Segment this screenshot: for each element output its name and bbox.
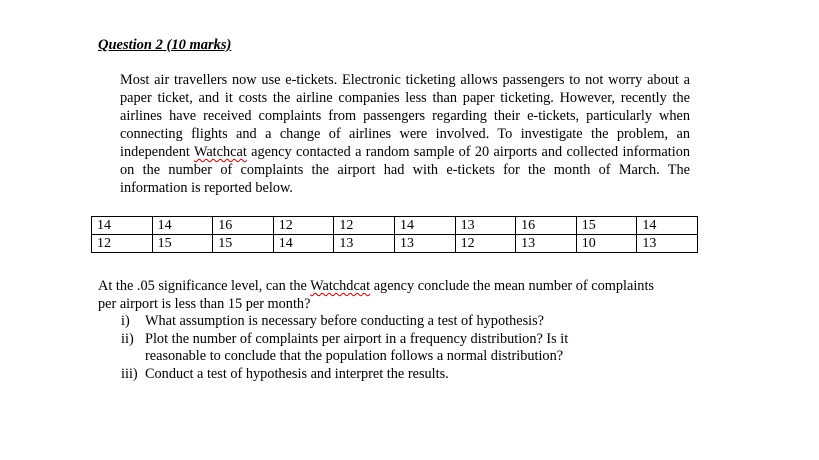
table-cell: 15 <box>152 235 213 253</box>
table-row <box>92 217 698 235</box>
question-text-end: agency conclude the mean number of complaints per airport is less than 15 per month? <box>98 278 654 312</box>
table-cell: 12 <box>273 217 334 235</box>
subquestion-number: i) <box>121 313 130 329</box>
table-cell: 14 <box>394 217 455 235</box>
table-cell: 14 <box>273 235 334 253</box>
table-cell: 10 <box>576 235 637 253</box>
table-cell: 13 <box>394 235 455 253</box>
intro-text-end: agency contacted a random sample of 20 airports and collected information on the number of complaints the airport had with e-tickets for the month of March. The information is reported below. <box>120 144 690 196</box>
table-row <box>92 235 698 253</box>
question-block <box>98 278 658 383</box>
subquestion-number: ii) <box>121 330 134 347</box>
table-cell: 16 <box>213 217 274 235</box>
table-cell: 12 <box>92 235 153 253</box>
table-cell: 12 <box>455 235 516 253</box>
subquestion-text: Plot the number of complaints per airport in a frequency distribution? Is it reasonable to conclude that the population follows a normal distribution? <box>145 330 569 364</box>
list-item <box>121 313 658 331</box>
list-item <box>121 366 658 384</box>
intro-agency-name: Watchcat <box>193 144 247 160</box>
list-item <box>121 331 658 366</box>
table-cell: 14 <box>152 217 213 235</box>
subquestion-text: Conduct a test of hypothesis and interpret the results. <box>145 365 449 382</box>
table-cell: 14 <box>637 217 698 235</box>
question-prompt <box>98 278 658 313</box>
table-cell: 14 <box>92 217 153 235</box>
complaints-table <box>91 216 698 253</box>
table-cell: 16 <box>516 217 577 235</box>
table-cell: 13 <box>516 235 577 253</box>
table-cell: 13 <box>334 235 395 253</box>
table-cell: 12 <box>334 217 395 235</box>
question-agency-name: Watchdcat <box>310 278 371 294</box>
subquestion-text: What assumption is necessary before conducting a test of hypothesis? <box>145 313 545 329</box>
table-cell: 15 <box>213 235 274 253</box>
subquestion-list <box>98 313 658 383</box>
table-cell: 13 <box>637 235 698 253</box>
question-text-start: At the .05 significance level, can the <box>98 278 311 294</box>
table-cell: 15 <box>576 217 637 235</box>
intro-paragraph <box>120 71 690 197</box>
intro-text-start: Most air travellers now use e-tickets. Electronic ticketing allows passengers to not worry about a paper ticket, and it costs the airline companies less than paper ticketing. However, recently the airlines have received complaints from passengers regarding their e-tickets, particularly when connecting flights and a change of airlines were involved. To investigate the problem, an independent <box>120 72 690 160</box>
table-cell: 13 <box>455 217 516 235</box>
question-heading: Question 2 (10 marks) <box>98 37 232 53</box>
subquestion-number: iii) <box>121 365 138 382</box>
